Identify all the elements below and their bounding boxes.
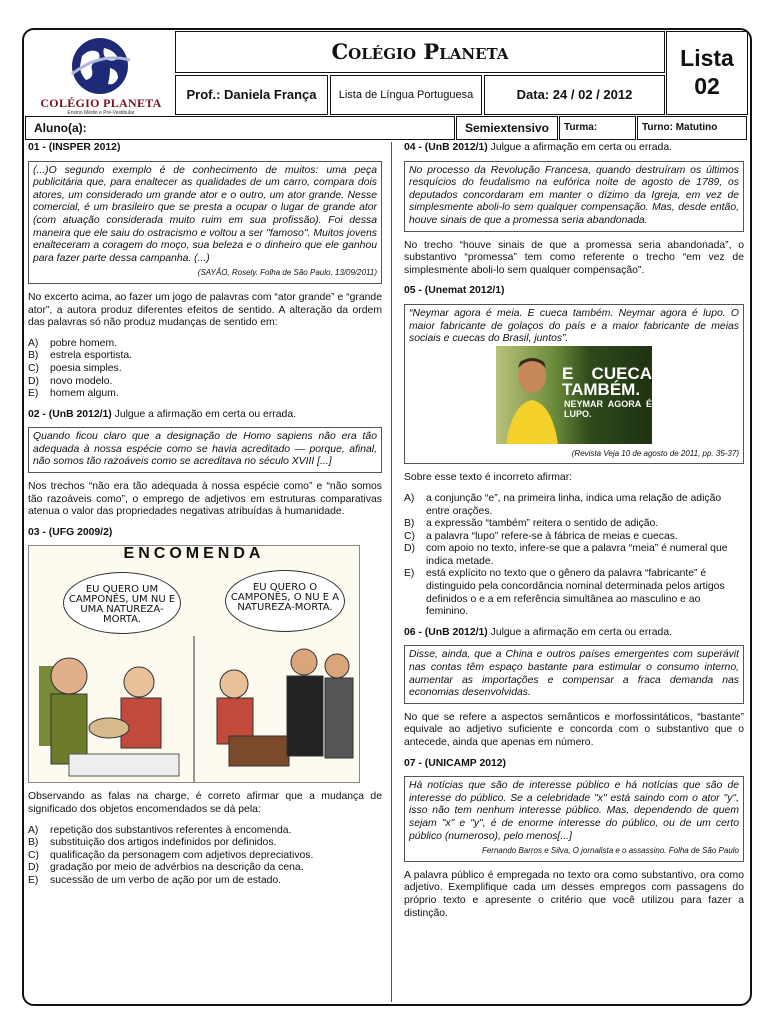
q5-quote-text: “Neymar agora é meia. E cueca também. Neymar agora é lupo. O maior fabricante de golaços do país e a maior fabricante de meias sociais e cuecas do Brasil, juntos”.	[409, 307, 739, 345]
header	[24, 30, 750, 142]
neymar-ad-photo	[496, 346, 652, 444]
q2-heading: 02 - (UnB 2012/1) Julgue a afirmação em certa ou errada.	[28, 408, 296, 420]
q6-quote: Disse, ainda, que a China e outros países emergentes com superávit nas contas têm espaço bastante para estimular o consumo interno, aumentar as importações e compensar a fraca demanda nas economias desenvolvidas.	[404, 645, 744, 703]
course-type: Semiextensivo	[456, 116, 558, 140]
q4-quote: No processo da Revolução Francesa, quando destruíram os últimos resquícios do feudalismo na eufórica noite de agosto de 1789, os deputados concordaram em manter o dízimo da Igreja, em vez de simplesmente aboli-lo sem qualquer compensação. Mas, desde então, houve sinais de que a promessa seria abandonada.	[404, 161, 744, 232]
q5-options	[404, 493, 744, 619]
option[interactable]: B) estrela esportista.	[28, 350, 133, 362]
option[interactable]: A) repetição dos substantivos referentes à encomenda.	[28, 824, 292, 836]
q4-heading: 04 - (UnB 2012/1) Julgue a afirmação em certa ou errada.	[404, 142, 672, 153]
option[interactable]: D) novo modelo.	[28, 375, 113, 387]
shift-field: Turno: Matutino	[637, 116, 747, 140]
option[interactable]: E) está explícito no texto que o gênero da palavra “fabricante” é distinguido pela concordância nominal determinada pelos artigos definidos o e a em referência simultânea ao masculino e ao feminino.	[404, 568, 725, 618]
page-frame	[22, 28, 752, 1006]
q1-quote-text: (...)O segundo exemplo é de conhecimento de muitos: uma peça publicitária que, para enaltecer as qualidades de um carro, compara dois atores, um considerado um grande ator e o outro, um ator grande. Nesse comercial, é um brasileiro que se presta a ocupar o lugar de grande ator (com atuação considerada muito ruim em sua profissão). Foi dessa maneira que ele saiu do ostracismo e voltou a ser "famoso". Muitos jovens enalteceram a coragem do moço, sua beleza e o dinheiro que ele ganhou para fazer parte dessa campanha. (...)	[33, 164, 377, 264]
list-num: 02	[694, 73, 720, 99]
q1-statement: No excerto acima, ao fazer um jogo de palavras com “ator grande” e “grande ator”, a autora produz diferentes efeitos de sentido. A alteração da ordem das palavras só não produz mudanças de sentido em:	[28, 291, 382, 329]
q6-statement: No que se refere a aspectos semânticos e morfossintáticos, “bastante” equivale ao adjetivo suficiente e concorda com o substantivo que o antecede, ainda que apenas em número.	[404, 711, 744, 748]
list-number	[666, 31, 748, 115]
list-word: Lista	[680, 45, 734, 71]
logo-subtitle: Ensino Médio e Pré-Vestibular	[67, 110, 135, 116]
logo-name: COLÉGIO PLANETA	[40, 96, 162, 110]
globe-icon	[68, 34, 132, 98]
date: Data: 24 / 02 / 2012	[484, 75, 665, 115]
player-figure	[502, 354, 562, 444]
q1-heading: 01 - (INSPER 2012)	[28, 142, 121, 153]
class-field[interactable]: Turma:	[559, 116, 636, 140]
q7-heading: 07 - (UNICAMP 2012)	[404, 757, 507, 769]
option[interactable]: D) gradação por meio de advérbios na descrição da cena.	[28, 862, 304, 874]
q1-source: (SAYÃO, Rosely. Folha de São Paulo, 13/09/2011)	[197, 268, 377, 278]
ad-subline: NEYMAR AGORA É LUPO.	[564, 398, 652, 419]
cartoon-drawing	[29, 636, 359, 782]
option[interactable]: B) a expressão “também” reitera o sentido de adição.	[404, 518, 659, 530]
q1-quote	[28, 161, 382, 284]
q7-quote-text: Há notícias que são de interesse público e há notícias que são de interesse do público. Se a celebridade "x" está saindo com o ator "y", isso não tem nenhum interesse público. Mas, dependendo de quem sejam "x" e "y", é de enorme interesse do público, ou de um certo público (numeroso), pelo menos[...]	[409, 780, 739, 842]
right-column	[404, 142, 744, 928]
left-column	[28, 142, 382, 896]
column-divider	[391, 142, 392, 1002]
option[interactable]: D) com apoio no texto, infere-se que a palavra “meia” é numeral que indica metade.	[404, 543, 728, 567]
q1-options	[28, 338, 382, 401]
q7-source: Fernando Barros e Silva, O jornalista e o assassino. Folha de São Paulo	[481, 846, 739, 856]
ad-headline: E CUECA TAMBÉM.	[562, 363, 652, 399]
q5-quote	[404, 304, 744, 464]
teacher-name: Prof.: Daniela França	[175, 75, 328, 115]
q5-statement: Sobre esse texto é incorreto afirmar:	[404, 472, 573, 484]
q7-statement: A palavra público é empregada no texto ora como substantivo, ora como adjetivo. Exemplifique cada um desses empregos com passagens do próprio texto e apresente o critério que você utilizou para fazer a distinção.	[404, 869, 744, 919]
school-title: Colégio Planeta	[175, 31, 665, 73]
q3-heading: 03 - (UFG 2009/2)	[28, 526, 113, 538]
option[interactable]: C) qualificação da personagem com adjetivos depreciativos.	[28, 849, 314, 861]
q2-quote: Quando ficou claro que a designação de Homo sapiens não era tão adequada à nossa espécie como se havia acreditado — porque, afinal, não somos tão razoáveis como se acreditava no século XVIII [...]	[28, 427, 382, 473]
option[interactable]: C) poesia simples.	[28, 362, 122, 374]
q2-statement: Nos trechos “não era tão adequada à nossa espécie como” e “não somos tão razoáveis como”, o emprego de adjetivos em estruturas comparativas atenua o valor das propriedades negativas atribuídas à humanidade.	[28, 481, 382, 518]
discipline: Lista de Língua Portuguesa	[330, 75, 482, 115]
option[interactable]: B) substituição dos artigos indefinidos por definidos.	[28, 837, 277, 849]
option[interactable]: C) a palavra “lupo” refere-se à fábrica de meias e cuecas.	[404, 530, 678, 542]
q6-heading: 06 - (UnB 2012/1) Julgue a afirmação em certa ou errada.	[404, 626, 672, 638]
option[interactable]: A) pobre homem.	[28, 337, 117, 349]
option[interactable]: E) homem algum.	[28, 388, 119, 400]
speech-bubble-left: EU QUERO UM CAMPONÊS, UM NU E UMA NATUREZA-MORTA.	[63, 572, 181, 634]
q4-statement: No trecho “houve sinais de que a promessa seria abandonada”, o substantivo “promessa” tem como referente o trecho “em vez de simplesmente aboli-lo sem qualquer compensação”.	[404, 239, 744, 276]
option[interactable]: E) sucessão de um verbo de ação por um de estado.	[28, 875, 282, 886]
q3-options	[28, 825, 382, 888]
cartoon-image	[28, 545, 360, 783]
q7-quote	[404, 776, 744, 862]
option[interactable]: A) a conjunção “e”, na primeira linha, indica uma relação de adição entre orações.	[404, 492, 722, 517]
q5-heading: 05 - (Unemat 2012/1)	[404, 285, 505, 297]
q3-statement: Observando as falas na charge, é correto afirmar que a mudança de significado dos objetos encomendados se dá pela:	[28, 791, 382, 816]
student-field[interactable]: Aluno(a):	[25, 116, 455, 140]
q5-source: (Revista Veja 10 de agosto de 2011, pp. 35-37)	[571, 448, 739, 458]
cartoon-title: ENCOMENDA	[123, 545, 265, 563]
speech-bubble-right: EU QUERO O CAMPONÊS, O NU E A NATUREZA-MORTA.	[225, 570, 345, 632]
school-logo	[26, 32, 174, 114]
